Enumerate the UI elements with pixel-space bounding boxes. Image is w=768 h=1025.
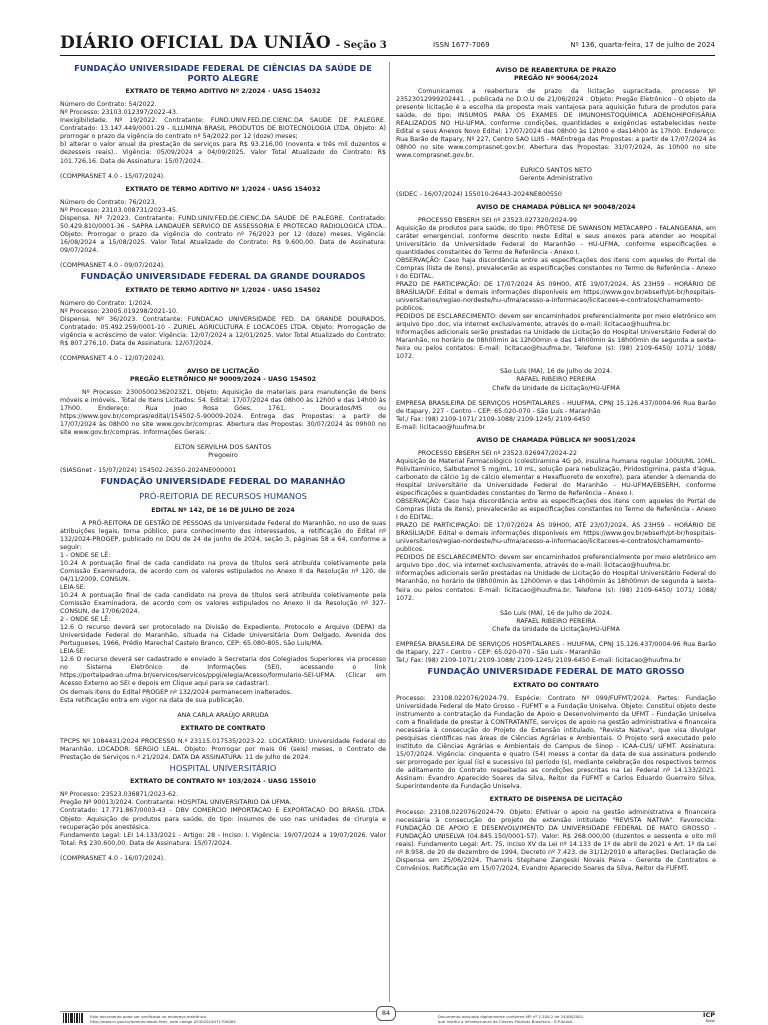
icp-brasil-logo <box>703 1012 715 1023</box>
act-title: EXTRATO DO CONTRATO <box>513 681 599 689</box>
act-title: AVISO DE CHAMADA PÚBLICA Nº 90048/2024 <box>476 203 636 211</box>
org-heading-ufmt: FUNDAÇÃO UNIVERSIDADE FEDERAL DE MATO GROSSO <box>427 665 685 676</box>
section-label: - Seção 3 <box>335 40 387 51</box>
issn: ISSN 1677-7069 <box>433 41 490 49</box>
siasg-line: (COMPRASNET 4.0 - 15/07/2024). <box>60 172 166 180</box>
act-title: EXTRATO DE TERMO ADITIVO Nº 1/2024 - UASG 154032 <box>125 185 321 193</box>
signature: RAFAEL RIBEIRO PEREIRA Chefe da Unidade de Licitação/HU-UFMA <box>492 376 620 392</box>
column-divider <box>389 62 390 1002</box>
siasg-line: (SIDEC - 16/07/2024) 155010-26443-2024NE800550 <box>396 190 562 198</box>
act-title: EDITAL Nº 142, DE 16 DE JULHO DE 2024 <box>151 506 295 514</box>
act-title: AVISO DE REABERTURA DE PRAZO PREGÃO Nº 90064/2024 <box>495 67 617 82</box>
contact-block: EMPRESA BRASILEIRA DE SERVIÇOS HOSPITALARES - HUUFMA, CPNJ 15.126.437/0004-96 Rua Barão de Itapary, 227 - Centro - CEP: 65.020-070 - São Luís - Maranhão Tel./ Fax: (98) 2109-1071/ 2109-1088/ 2109-1245/ 2109-6450 E-mail: licitacao@huufma.br <box>396 640 716 664</box>
issue-date: Nº 136, quarta-feira, 17 de julho de 2024 <box>570 41 715 49</box>
act-body: PROCESSO EBSERH SEI nº 23523.026947/2024-22 Aquisição de Material Farmacológico (colestiramina 4G pó, insulina humana regular 100UI/ML 10ML, Polivitamínico, Salbutamol 5 mg/mL, 10 mL, solução para nebulização, Piridostigmina, pasta d'água, carbonato de cálcio 1g de cálcio elementar e Hexafluoreto de enxofre), para atender à demanda do Hospital Universitário da Universidade Federal do Maranhão - HU-UFMA/EBSERH, conforme especificações e quantidades constantes do Termo de Referência - Anexo I. OBSERVAÇÃO: Caso haja discordância entre as especificações dos itens com aqueles do Portal de Compras (lista de itens), prevalecerão as especificações constantes no Termo de Referência - Anexo I do EDITAL. PRAZO DE PARTICIPAÇÃO: DE 17/07/2024 ÀS 09H00, ATÉ 23/07/2024, ÀS 23H59 - HORÁRIO DE BRASÍLIA/DF. Edital e demais informações disponíveis em https://www.gov.br/ebserh/pt-br/hospitais-universitarios/regiao-nordeste/hu-ufma/acesso-a-informacao/licitacoes-e-contratos/chamamento-publicos. PEDIDOS DE ESCLARECIMENTO: devem ser encaminhados preferencialmente por meio eletrônico em arquivo tipo .doc, via internet exclusivamente, através do e-mail: licitacao@huufma.br. Informações adicionais serão prestadas na Unidade de Licitação do Hospital Universitário Federal do Maranhão, no horário de 08h00min às 12h00min e das 14h00min às 18h00min de segunda a sexta-feira ou pelos contatos: E-mail: licitacao@huufma.br, Telefone (s): (98) 2109-6450/ 1071/ 1088/ 1072. <box>396 449 716 602</box>
siasg-line: (COMPRASNET 4.0 - 09/07/2024). <box>60 261 166 269</box>
signature: RAFAEL RIBEIRO PEREIRA Chefe da Unidade de Licitação/HU-UFMA <box>492 617 620 633</box>
org-heading-ufgd: FUNDAÇÃO UNIVERSIDADE FEDERAL DA GRANDE DOURADOS <box>80 270 366 281</box>
act-title: EXTRATO DE CONTRATO <box>180 724 266 732</box>
siasg-line: (COMPRASNET 4.0 - 16/07/2024). <box>60 854 166 862</box>
signature-note: Documento assinado digitalmente conforme MP nº 2.200-2 de 24/08/2001, que institui a Infraestrutura de Chaves Públicas Brasileira - ICP-Brasil. <box>438 1014 585 1024</box>
siasg-line: (SIASGnet - 15/07/2024) 154502-26350-2024NE000001 <box>60 467 237 475</box>
newspaper-title: DIÁRIO OFICIAL DA UNIÃO <box>60 33 331 53</box>
org-heading-ufma: FUNDAÇÃO UNIVERSIDADE FEDERAL DO MARANHÃO <box>100 476 346 487</box>
signature: ANA CARLA ARAÚJO ARRUDA <box>177 711 269 719</box>
siasg-line: (COMPRASNET 4.0 - 12/07/2024). <box>60 354 166 362</box>
right-column <box>396 62 716 1007</box>
act-title: EXTRATO DE CONTRATO Nº 103/2024 - UASG 155010 <box>130 778 316 786</box>
icp-logo-text: ICP <box>703 1011 715 1019</box>
act-body: Número do Contrato: 1/2024. Nº Processo: 23005.019298/2021-10. Dispensa. Nº 36/2023. Contratante: FUNDACAO UNIVERSIDADE FED. DA GRANDE DOURADOS. Contratado: 05.492.259/0001-10 - ZURIEL AGRICULTURA E LOCACOES LTDA. Objeto: Prorrogação de vigência e acréscimo de valor. Vigência: 12/07/2024 a 12/01/2025. Valor Total Atualizado do Contrato: R$ 807.276,10. Data de Assinatura: 12/07/2024. <box>60 299 386 347</box>
act-title: EXTRATO DE DISPENSA DE LICITAÇÃO <box>489 796 623 804</box>
page-number: 84 <box>376 1006 396 1021</box>
verification-note: Este documento pode ser verificado no endereço eletrônico http://www.in.gov.br/autenticidade.html, pelo código 05302024071700084 <box>90 1014 236 1024</box>
act-title: EXTRATO DE TERMO ADITIVO Nº 1/2024 - UASG 154502 <box>125 286 321 294</box>
sub-heading: PRÓ-REITORIA DE RECURSOS HUMANOS <box>139 490 307 501</box>
act-body: Número do Contrato: 54/2022. Nº Processo: 23103.012397/2022-43. Inexigibilidade. Nº 19/2022. Contratante: FUND.UNIV.FED.DE.CIENC.DA SAUDE DE P.ALEGRE. Contratado: 13.147.449/0001-29 - ILLUMINA BRASIL PRODUTOS DE BIOTECNOLOGIA LTDA. Objeto: A) prorrogar o prazo da vigência do contrato nº 54/2022 por 12 (doze) meses; b) alterar o valor anual da prestação de serviços para R$ 93.216,00 (noventa e três mil duzentos e dezesseis reais).. Vigência: 05/09/2024 a 04/09/2025. Valor Total Atualizado do Contrato: R$ 101.726,16. Data de Assinatura: 15/07/2024. <box>60 101 386 165</box>
act-title: AVISO DE CHAMADA PÚBLICA Nº 90051/2024 <box>476 436 636 444</box>
act-body: Comunicamos a reabertura de prazo da licitação supracitada, processo Nº 23523012999202441. , publicada no D.O.U de 21/06/2024 . Objeto: Pregão Eletrônico - O objeto da presente licitação é a escolha da proposta mais vantajosa para aquisição futura de produtos para saúde, do tipo: INSUMOS PARA OS EXAMES DE IMUNOHISTOQUÍMICA ADENOHIPOFISÁRIA REALIZADOS NO HU-UFMA, conforme condições, quantidades e exigências estabelecidas neste Edital e seus Anexos Novo Edital: 17/07/2024 das 08h00 às 12h00 e das14h00 às 17h00. Endereço: Rua Barão de Itapary, Nº 227, Centro SAO LUIS - MAEntrega das Propostas: a partir de 17/07/2024 às 08h00 no site www.comprasnet.gov.br. Abertura das Propostas: 31/07/2024, às 10h00 no site www.comprasnet.gov.br. <box>396 88 716 160</box>
act-body: Número do Contrato: 76/2023. Nº Processo: 23103.008731/2023-45. Dispensa. Nº 7/2023. Contratante: FUND.UNIV.FED.DE.CIENC.DA SAUDE DE P.ALEGRE. Contratado: 50.429.810/0001-36 - SAPRA LANDAUER SERVICO DE ASSESSORIA E PROTECAO RADIOLOGICA LTDA.. Objeto: Prorrogar o prazo da vigência do contrato nº 76/2023 por 12 (doze) meses. Vigência: 16/08/2024 a 15/08/2025. Valor Total Atualizado do Contrato: R$ 9.600,00. Data de Assinatura: 09/07/2024. <box>60 198 386 254</box>
place-date: São Luís (MA), 16 de Julho de 2024. <box>499 609 613 617</box>
act-title: EXTRATO DE TERMO ADITIVO Nº 2/2024 - UASG 154032 <box>125 88 321 96</box>
act-body: Processo: 23108.022076/2024-79. Espécie: Contrato Nº 099/FUFMT/2024. Partes: Fundação Universidade Federal de Mato Grosso - FUFMT e a Fundação Uniselva. Objeto: Constitui objeto deste instrumento a contratação da Fundação de Apoio e Desenvolvimento da UFMT - Fundação Uniselva com a finalidade de prestar à CONTRATANTE, serviços de apoio na gestão administrativa e financeira necessária à consecução do Projeto de Extensão intitulado, "Revista Nativa", que visa divulgar pesquisas científicas nas áreas de Ciências Agrárias e Ambientais. O Projeto será executado pelo Instituto de Ciências Agrárias e Ambientais do Campus de Sinop - ICAA-CUS/ UFMT. Assinatura: 15/07/2024. Vigência: cinquenta e quatro (54) meses a contar da data de sua assinatura podendo ser prorrogado por igual (is) e sucessivo (s) período (s), mediante celebração dos respectivos termos de aditamento do Contrato respeitadas as condições prescritas na Lei Federal nº 14.133/2021. Assinam: Evandro Aparecido Soares da Silva, Reitor da FUFMT e Carlos Eduardo Guerreiro Silva, Superintendente da Fundação Uniselva. <box>396 694 716 791</box>
org-heading-fcsp: FUNDAÇÃO UNIVERSIDADE FEDERAL DE CIÊNCIAS DA SAÚDE DE PORTO ALEGRE <box>74 63 372 83</box>
act-body: A PRÓ-REITORA DE GESTÃO DE PESSOAS da Universidade Federal do Maranhão, no uso de suas atribuições legais, torna público, para conhecimento dos interessados, a retificação do Edital nº 132/2024-PROGEP, publicado no DOU de 24 de junho de 2024, seção 3, páginas 58 a 64, conforme a seguir: 1 - ONDE SE LÊ: 10.24 A pontuação final de cada candidato na prova de títulos será atribuída coletivamente pela Comissão Examinadora, de acordo com os valores estipulados no Anexo II da Resolução nº 120, de 04/11/2009, CONSUN. LEIA-SE: 10.24 A pontuação final de cada candidato na prova de títulos será atribuída coletivamente pela Comissão Examinadora, de acordo com os valores estipulados no Anexo II da Resolução nº 327-CONSUN, de 17/06/2024. 2 - ONDE SE LÊ: 12.6 O recurso deverá ser protocolado na Divisão de Expediente, Protocolo e Arquivo (DEPA) da Universidade Federal do Maranhão, situada na Cidade Universitária Dom Delgado, Avenida dos Portugueses, 1966, Prédio Marechal Castelo Branco, CEP: 65.080-805, São Luís/MA. LEIA-SE: 12.6 O recurso deverá ser cadastrado e enviado à Secretaria dos Colegiados Superiores via processo no Sistema Eletrônico de Informações (SEI), acessando o link https://portalpadrao.ufma.br/servicos/servicos/ppgi/elegia/Acesso/formulario-SEI-UFMA. (Clicar em Acesso Externo ao SEI e depois em Clique aqui para se cadastrar). Os demais itens do Edital PROGEP nº 132/2024 permanecem inalterados. Esta retificação entra em vigor na data de sua publicação. <box>60 519 386 704</box>
masthead <box>60 33 387 53</box>
act-body: TPCPS Nº 1084431/2024 PROCESSO N.º 23115.017535/2023-22. LOCATÁRIO: Universidade Federal do Maranhão. LOCADOR: SERGIO LEAL. Objeto: Prorrogar por mais 06 (seis) meses, o Contrato de Prestação de Serviços n.º 21/2024. DATA DA ASSINATURA: 11 de Julho de 2024. <box>60 737 386 761</box>
signature: ELTON SERVILHA DOS SANTOS Pregoeiro <box>174 444 272 460</box>
page-footer <box>60 1011 715 1025</box>
icp-logo-subtext: Brasil <box>705 1018 715 1023</box>
act-body: Nº Processo: 23005002362023Z1. Objeto: Aquisição de materiais para manutenção de bens móveis e imóveis.. Total de Itens Licitados: 54. Edital: 17/07/2024 das 08h00 às 12h00 e das 14h00 às 17h00. Endereço: Rua Joao Rosa Góes, 1761, - Dourados/MS ou https://www.gov.br/compras/edital/154502-5-90009-2024. Entrega das Propostas: a partir de 17/07/2024 às 08h00 no site www.gov.br/compras. Abertura das Propostas: 30/07/2024 às 09h00 no site www.gov.br/compras. Informações Gerais: . <box>60 388 386 437</box>
act-body: Nº Processo: 23523.036871/2023-62. Pregão Nº 90013/2024. Contratante: HOSPITAL UNIVERSITARIO DA UFMA. Contratado: 17.771.867/0003-43 - DBV COMERCIO IMPORTACAO E EXPORTACAO DO BRASIL LTDA. Objeto: Aquisição de produtos para saúde, do tipo: insumos de uso nas unidades de cirurgia e recuperação pós anestésica. Fundamento Legal: LEI 14.133/2021 - Artigo: 28 - Inciso: I. Vigência: 19/07/2024 a 19/07/2026. Valor Total: R$ 230.600,00. Data de Assinatura: 15/07/2024. <box>60 791 386 847</box>
left-column <box>60 62 386 1007</box>
signature: EURICO SANTOS NETO Gerente Administrativo <box>519 167 593 183</box>
page-header <box>60 33 715 56</box>
sub-heading: HOSPITAL UNIVERSITÁRIO <box>169 762 277 773</box>
act-body: PROCESSO EBSERH SEI nº 23523.027320/2024-99 Aquisição de produtos para saúde, do tipo: PRÓTESE DE SWANSON METACARPO - FALANGEANA, em caráter emergencial, conforme descrito neste Edital e seus anexos para atender ao Hospital Universitário da Universidade Federal do Maranhão - HU-UFMA, conforme especificações e quantidades constantes do Termo de Referência - Anexo I. OBSERVAÇÃO: Caso haja discordância entre as especificações dos itens com aqueles do Portal de Compras (lista de itens), prevalecerão as especificações constantes no Termo de Referência - Anexo I do EDITAL. PRAZO DE PARTICIPAÇÃO: DE 17/07/2024 ÀS 09H00, ATÉ 19/07/2024, ÀS 23H59 - HORÁRIO DE BRASÍLIA/DF. Edital e demais informações disponíveis em https://www.gov.br/ebserh/pt-br/hospitais-universitarios/regiao-nordeste/hu-ufma/acesso-a-informacao/licitacoes-e-contratos/chamamento-publicos. PEDIDOS DE ESCLARECIMENTO: devem ser encaminhados preferencialmente por meio eletrônico em arquivo tipo .doc, via internet exclusivamente, através do e-mail: licitacao@huufma.br. Informações adicionais serão prestadas na Unidade de Licitação do Hospital Universitário Federal do Maranhão, no horário de 08h00min às 12h00min e das 14h00min às 18h00min de segunda a sexta-feira ou pelos contatos: E-mail: licitacao@huufma.br, Telefone (s): (98) 2109-6450/ 1071/ 1088/ 1072. <box>396 216 716 361</box>
barcode-seal-icon <box>62 1012 84 1024</box>
act-body: Processo: 23108.022076/2024-79. Objeto: Efetivar o apoio na gestão administrativa e financeira necessária à consecução do projeto de extensão intitulado "REVISTA NATIVA". Favorecida: FUNDAÇÃO DE APOIO E DESENVOLVIMENTO DA UNIVERSIDADE FEDERAL DE MATO GROSSO - FUNDAÇÃO UNISELVA (04.845.150/0001-57). Valor: R$ 268.000,00 (duzentos e sessenta e oito mil reais). Fundamento Legal: Art. 75, inciso XV da Lei nº 14.133 de 1º de abril de 2021 e Art. 1º da Lei nº 8.958, de 20 de dezembro de 1994, Decreto nº 7.423, de 31/12/2010 e alterações. Declaração de Dispensa em 25/06/2024, Thamiris Stephane Zangeski Novais Paiva - Gerente de Contratos e Convênios. Ratificação em 15/07/2024, Evandro Aparecido Soares da Silva, Reitor da FUFMT. <box>396 809 716 873</box>
place-date: São Luís (MA), 16 de Julho de 2024. <box>499 368 613 376</box>
contact-block: EMPRESA BRASILEIRA DE SERVIÇOS HOSPITALARES - HUUFMA, CPNJ 15.126.437/0004-96 Rua Barão de Itapary, 227 - Centro - CEP: 65.020-070 - São Luís - Maranhão Tel./ Fax: (98) 2109-1071/ 2109-1088/ 2109-1245/ 2109-6450 E-mail: licitacao@huufma.br <box>396 399 716 431</box>
act-title: AVISO DE LICITAÇÃO PREGÃO ELETRÔNICO Nº 90009/2024 - UASG 154502 <box>130 367 316 383</box>
